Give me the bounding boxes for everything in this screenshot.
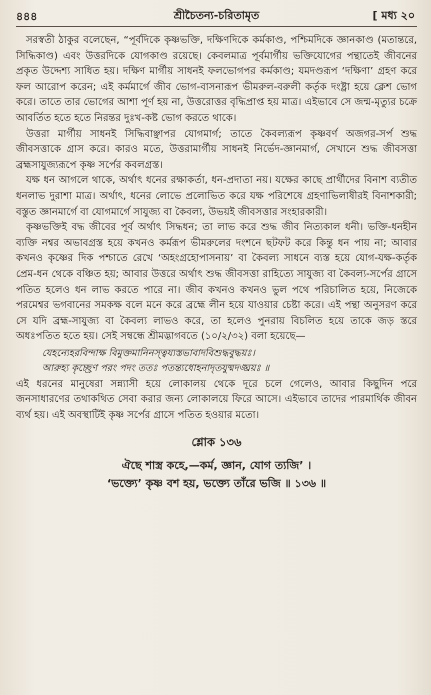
paragraph-4: কৃষ্ণভক্তিই বদ্ধ জীবের পূর্ব অর্থাৎ সিদ্ধধন; তা লাভ করে শুদ্ধ জীব নিত্যকাল ধনী। ভক্তি-ধনহীন ব্যক্তি নশ্বর অভাবগ্রস্ত হয়ে কখনও কর্মরূপ ভীমরুলের দংশনে ছটফট করে কিন্তু ধন পায় না; আবার কখনও কৃষ্ণের দিক পশ্চাতে রেখে ‘অহংগ্রহোপাসনায়’ বা কৈবল্য সাধনে ব্যস্ত হয়ে যোগ-যক্ষ-কর্তৃক প্রেম-ধন থেকে বঞ্চিত হয়; আবার উত্তরে অর্থাৎ শুদ্ধ জীবসত্তা রাহিত্যে সাযুজ্য বা কৈবল্য-সর্পের গ্রাসে পতিত হলেও ধন লাভ করতে পারে না। জীব কখনও কখনও ভুল পথে পরিচালিত হয়ে, নিজেকে পরমেশ্বর ভগবানের সমকক্ষ বলে মনে করে ব্রহ্মে লীন হয়ে যাওয়ার চেষ্টা করে। এই পন্থা অনুসরণ করে সে যদি ব্রহ্ম-সাযুজ্য বা কৈবল্য লাভও করে, তা হলেও পুনরায় বিচলিত হয়ে তাকে জড় স্তরে অধঃপতিত হতে হয়। সেই সম্বন্ধে শ্রীমদ্ভাগবতে (১০/২/৩২) বলা হয়েছে— <box>16 222 417 343</box>
sloka-heading: শ্লোক ১৩৬ <box>191 434 242 449</box>
verse-quote <box>16 346 417 376</box>
verse-line-2: আরুহ্য কৃচ্ছ্রেণ পরং পদং ততঃ পতন্ত্যধোহনাদৃতযুষ্মদঙ্ঘ্রয়ঃ ॥ <box>42 362 270 374</box>
sloka-line-1: ঐছে শাস্ত্র কহে,—কর্ম, জ্ঞান, যোগ ত্যজি’ । <box>121 458 312 472</box>
sloka-line-2: ‘ভক্ত্যে’ কৃষ্ণ বশ হয়, ভক্ত্যে তাঁরে ভজি ॥ ১৩৬ ॥ <box>106 476 327 490</box>
header-rule <box>16 26 417 27</box>
paragraph-1: সরস্বতী ঠাকুর বলেছেন, “পূর্বদিকে কৃষ্ণভক্তি, দক্ষিণদিকে কর্মকাণ্ড, পশ্চিমদিকে জ্ঞানকাণ্ড (মতান্তরে, সিদ্ধিকাণ্ড) এবং উত্তরদিকে যোগকাণ্ড রয়েছে। কেবলমাত্র পূর্বমার্গীয় ভক্তিযোগের পন্থাতেই জীবনের প্রকৃত উদ্দেশ্য সাধিত হয়। দক্ষিণ মার্গীয় সাধনই ফলভোগপর কর্মকাণ্ড; যমদণ্ডরূপ ‘দক্ষিণা’ গ্রহণ করে ফল আরোপ করেন; এই কর্মমার্গে জীব ভোগ-বাসনারূপ ভীমরুল-বরুলী কর্তৃক দংষ্ট্রা হয়ে ক্লেশ ভোগ করে। তাতে তার ভোগের আশা পূর্ণ হয় না, উত্তরোত্তর বৃদ্ধিপ্রাপ্ত হয় মাত্র। এইভাবে সে জন্ম-মৃত্যুর চক্রে আবর্তিত হতে হতে নিরন্তর দুঃখ-কষ্ট ভোগ করতে থাকে। <box>16 35 417 124</box>
closing-paragraph: এই ধরনের মানুষেরা সন্ন্যাসী হয়ে লোকালয় থেকে দূরে চলে গেলেও, আবার কিছুদিন পরে জনসাধারণের তথাকথিত সেবা করার জন্য লোকালয়ে ফিরে আসে। এইভাবে তাদের পারমার্থিক জীবন ব্যর্থ হয়। এই অবস্থাটিই কৃষ্ণ সর্পের গ্রাসে পতিত হওয়ার মতো। <box>16 378 417 422</box>
book-title: শ্রীচৈতন্য-চরিতামৃত <box>173 9 260 22</box>
paragraph-3: যক্ষ ধন আগলে থাকে, অর্থাৎ ধনের রক্ষাকর্তা, ধন-প্রদাতা নয়। যক্ষের কাছে প্রার্থীদের বিনাশ ব্যতীত ধনলাভ দুরাশা মাত্র। অর্থাৎ, ধনের লোভে প্রলোভিত করে যক্ষ পরিশেষে গ্রহণাভিলাষীরই বিনাশকারী; বস্তুত জ্ঞানমার্গে বা যোগমার্গে সাযুজ্য বা কৈবল্য, উভয়ই জীবসত্তার সংহারকারী। <box>16 175 417 218</box>
verse-line-1: যেহন্যেহরবিন্দাক্ষ বিমুক্তমানিনস্ত্বয্যস্তভাবাদবিশুদ্ধবুদ্ধয়ঃ। <box>42 347 255 359</box>
paragraph-2: উত্তরা মার্গীয় সাধনই সিদ্ধিবাঞ্ছাপর যোগমার্গ; তাতে কৈবল্যরূপ কৃষ্ণবর্ণ অজগর-সর্প শুদ্ধ জীবসত্তাকে গ্রাস করে। কারও মতে, উত্তরামার্গীয় সাধনই নির্ভেদ-জ্ঞানমার্গ, সেখানে শুদ্ধ জীবসত্তা ব্রহ্মসাযুজ্যরূপে কৃষ্ণ সর্পের কবলগ্রস্ত। <box>16 128 417 171</box>
page-header <box>16 6 417 24</box>
chapter-label: [ মধ্য ২০ <box>372 9 415 22</box>
page-number: ৪৪৪ <box>16 10 38 23</box>
